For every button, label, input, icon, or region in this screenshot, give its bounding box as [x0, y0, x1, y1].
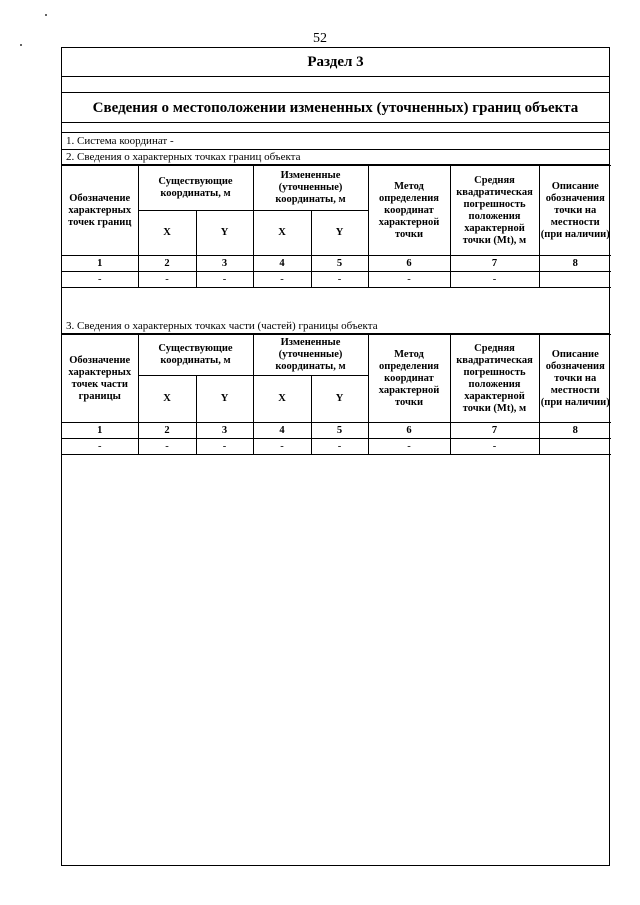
- column-number: 4: [253, 256, 311, 272]
- table-cell: -: [311, 439, 368, 455]
- page-number: 52: [313, 31, 327, 46]
- column-number: 6: [368, 256, 450, 272]
- table-cell: -: [450, 272, 539, 288]
- table-cell: [539, 439, 611, 455]
- section-label: Раздел 3: [62, 48, 609, 77]
- header-error: Средняя квадратическая погрешность положения характерной точки (Mt), м: [450, 335, 539, 423]
- part-boundary-points-table: [62, 334, 611, 455]
- column-number: 2: [138, 256, 196, 272]
- table-cell: -: [450, 439, 539, 455]
- boundary-points-table: [62, 165, 611, 288]
- header-y: Y: [311, 376, 368, 423]
- table-cell: -: [62, 272, 138, 288]
- table1-caption: 2. Сведения о характерных точках границ объекта: [62, 150, 609, 165]
- header-point-designation: Обозначение характерных точек границ: [62, 166, 138, 256]
- column-number: 3: [196, 256, 253, 272]
- header-method: Метод определения координат характерной точки: [368, 166, 450, 256]
- blank-row: [62, 123, 609, 133]
- column-number: 1: [62, 256, 138, 272]
- column-number: 1: [62, 423, 138, 439]
- table-cell: -: [253, 439, 311, 455]
- column-number: 8: [539, 256, 611, 272]
- column-number: 5: [311, 256, 368, 272]
- header-x: X: [138, 376, 196, 423]
- blank-row: [62, 77, 609, 93]
- header-error: Средняя квадратическая погрешность положения характерной точки (Mt), м: [450, 166, 539, 256]
- table-cell: -: [138, 272, 196, 288]
- header-x: X: [253, 211, 311, 256]
- header-existing-coords: Существующие координаты, м: [138, 166, 253, 211]
- table-cell: -: [196, 439, 253, 455]
- table-cell: [539, 272, 611, 288]
- table-cell: -: [368, 439, 450, 455]
- header-description: Описание обозначения точки на местности (при наличии): [539, 335, 611, 423]
- header-existing-coords: Существующие координаты, м: [138, 335, 253, 376]
- column-number: 2: [138, 423, 196, 439]
- header-y: Y: [196, 376, 253, 423]
- header-x: X: [138, 211, 196, 256]
- table-cell: -: [368, 272, 450, 288]
- scan-speck: [45, 14, 47, 16]
- column-number: 8: [539, 423, 611, 439]
- document-frame: [61, 47, 610, 866]
- header-point-designation: Обозначение характерных точек части границы: [62, 335, 138, 423]
- column-number: 3: [196, 423, 253, 439]
- coordinate-system: 1. Система координат -: [62, 133, 609, 150]
- column-number: 6: [368, 423, 450, 439]
- section-heading: Сведения о местоположении измененных (уточненных) границ объекта: [62, 93, 609, 123]
- header-x: X: [253, 376, 311, 423]
- column-number: 5: [311, 423, 368, 439]
- header-changed-coords: Измененные (уточненные) координаты, м: [253, 335, 368, 376]
- table-cell: -: [311, 272, 368, 288]
- column-number: 7: [450, 256, 539, 272]
- header-y: Y: [196, 211, 253, 256]
- table2-caption: 3. Сведения о характерных точках части (частей) границы объекта: [62, 319, 609, 334]
- table-cell: -: [196, 272, 253, 288]
- header-description: Описание обозначения точки на местности (при наличии): [539, 166, 611, 256]
- column-number: 4: [253, 423, 311, 439]
- table-cell: -: [138, 439, 196, 455]
- header-changed-coords: Измененные (уточненные) координаты, м: [253, 166, 368, 211]
- table-cell: -: [253, 272, 311, 288]
- column-number: 7: [450, 423, 539, 439]
- header-method: Метод определения координат характерной точки: [368, 335, 450, 423]
- header-y: Y: [311, 211, 368, 256]
- table-cell: -: [62, 439, 138, 455]
